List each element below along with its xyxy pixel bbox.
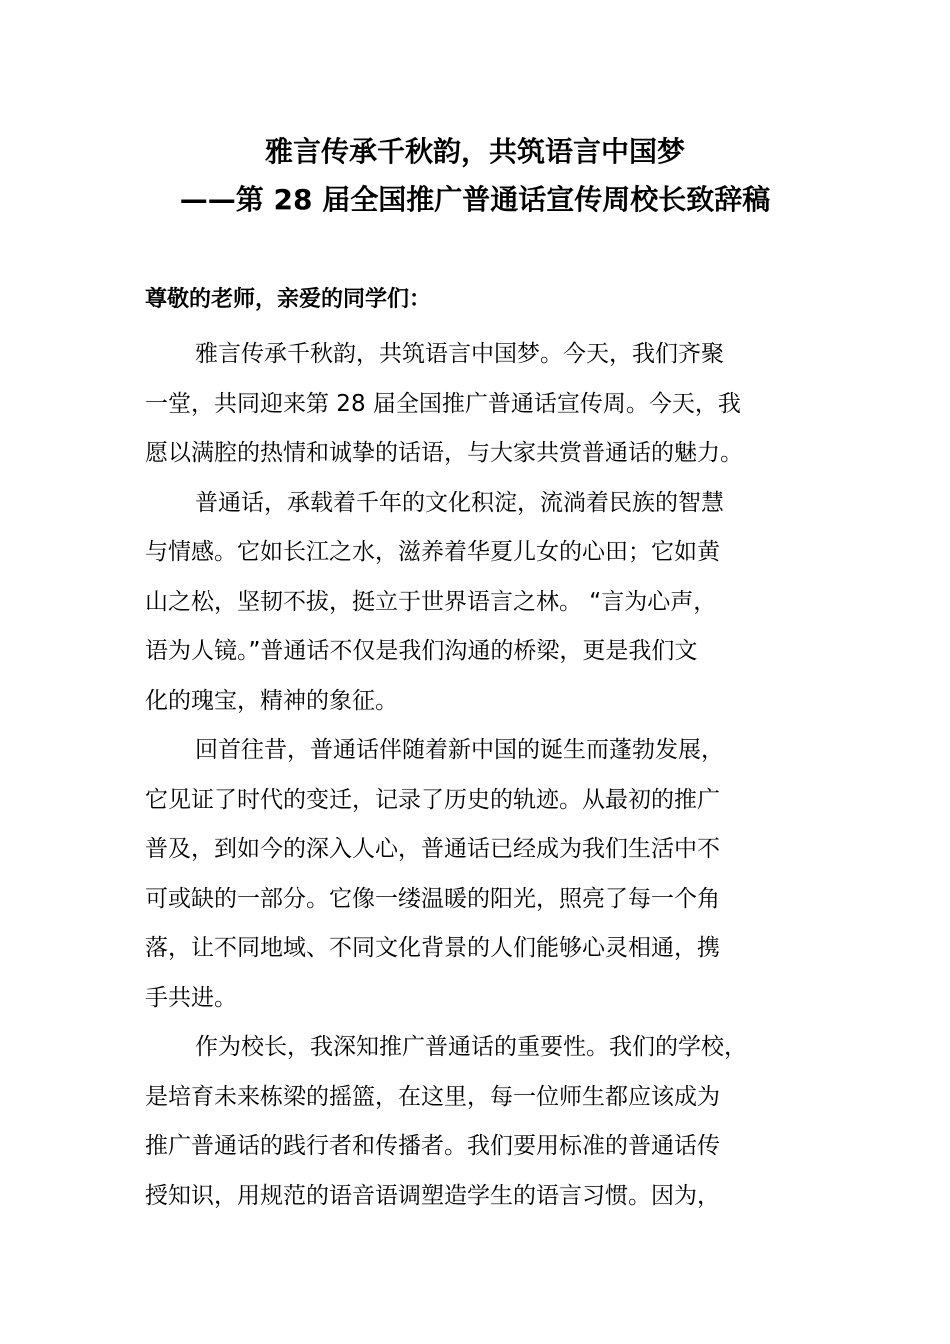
paragraph-line: 是培育未来栋梁的摇篮，在这里，每一位师生都应该成为 [145, 1083, 720, 1110]
paragraph-line: 一堂，共同迎来第 28 届全国推广普通话宣传周。今天，我 [145, 390, 741, 417]
paragraph [145, 479, 835, 727]
paragraph-line: 落，让不同地域、不同文化背景的人们能够心灵相通，携 [145, 935, 720, 961]
document-subtitle: ——第 28 届全国推广普通话宣传周校长致辞稿 [179, 183, 771, 216]
paragraph-line: 化的瑰宝，精神的象征。 [145, 687, 398, 714]
document-body [145, 330, 835, 1221]
paragraph-line: 推广普通话的践行者和传播者。我们要用标准的普通话传 [145, 1133, 720, 1159]
paragraph-line: 普通话，承载着千年的文化积淀，流淌着民族的智慧 [195, 489, 724, 516]
paragraph-line: 普及，到如今的深入人心，普通话已经成为我们生活中不 [145, 836, 720, 862]
document-title: 雅言传承千秋韵，共筑语言中国梦 [264, 135, 685, 168]
paragraph-line: 回首往昔，普通话伴随着新中国的诞生而蓬勃发展， [195, 737, 724, 763]
paragraph-line: 手共进。 [145, 984, 237, 1011]
paragraph-line: 作为校长，我深知推广普通话的重要性。我们的学校， [195, 1034, 747, 1060]
paragraph [145, 726, 835, 1023]
paragraph [145, 330, 835, 479]
paragraph-line: 授知识，用规范的语音语调塑造学生的语言习惯。因为， [145, 1182, 720, 1209]
paragraph-line: 它见证了时代的变迁，记录了历史的轨迹。从最初的推广 [145, 786, 720, 813]
paragraph [145, 1023, 835, 1221]
paragraph-line: 可或缺的一部分。它像一缕温暖的阳光，照亮了每一个角 [145, 885, 720, 912]
salutation: 尊敬的老师，亲爱的同学们： [145, 287, 432, 312]
paragraph-line: 雅言传承千秋韵，共筑语言中国梦。今天，我们齐聚 [195, 341, 724, 367]
paragraph-line: 愿以满腔的热情和诚挚的话语，与大家共赏普通话的魅力。 [145, 440, 743, 466]
paragraph-line: 语为人镜。”普通话不仅是我们沟通的桥梁，更是我们文 [145, 638, 698, 664]
paragraph-line: 山之松，坚韧不拔，挺立于世界语言之林。 “言为心声， [145, 588, 717, 615]
paragraph-line: 与情感。它如长江之水，滋养着华夏儿女的心田；它如黄 [145, 539, 720, 565]
